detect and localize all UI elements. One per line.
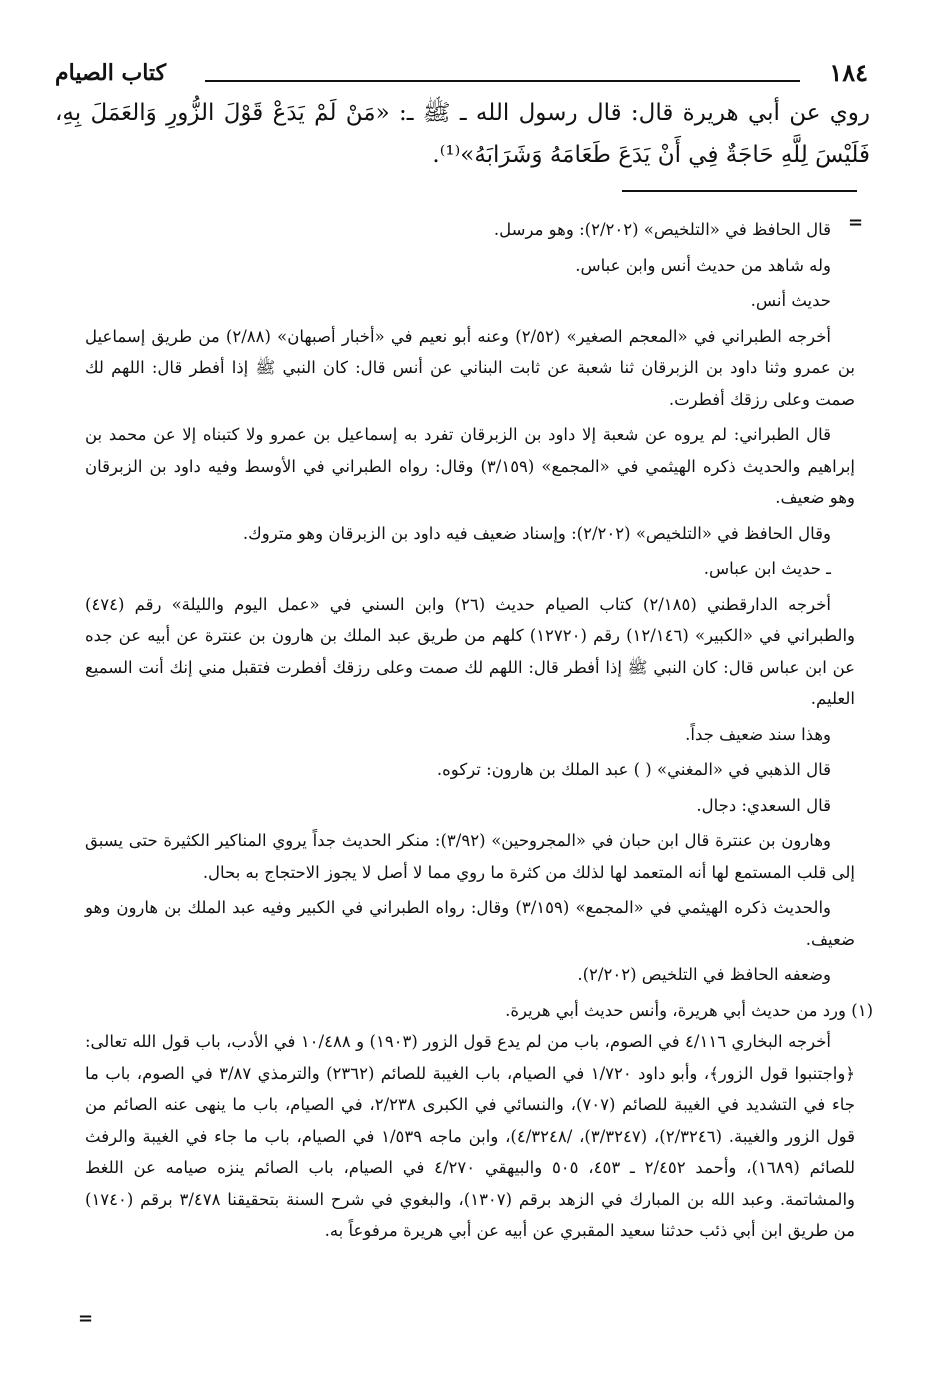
footnote-separator: [622, 190, 857, 192]
footnote-paragraph: أخرجه الدارقطني (٢/١٨٥) كتاب الصيام حديث (٢٦) وابن السني في «عمل اليوم والليلة» رقم (٤٧٤) والطبراني في «الكبير» (١٢/١٤٦) رقم (١٢٧٢٠) كلهم من طريق عبد الملك بن هارون بن عنترة عن أبيه عن جده عن ابن عباس قال: كان النبي ﷺ إذا أفطر قال: اللهم لك صمت وعلى رزقك أفطرت فتقبل مني إنك أنت السميع العليم.: [85, 594, 856, 708]
page-number: ١٨٤: [829, 58, 868, 87]
footnote-paragraph: قال الحافظ في «التلخيص» (٢/٢٠٢): وهو مرسل.: [493, 220, 831, 239]
footnote-paragraph: وقال الحافظ في «التلخيص» (٢/٢٠٢): وإسناد ضعيف فيه داود بن الزبرقان وهو متروك.: [242, 523, 831, 543]
main-hadith-text: روي عن أبي هريرة قال: قال رسول الله ـ ﷺ ـ: «مَنْ لَمْ يَدَعْ قَوْلَ الزُّورِ وَالعَمَلَ بِهِ، فَلَيْسَ لِلَّهِ حَاجَةٌ فِي أَنْ يَدَعَ طَعَامَهُ وَشَرَابَهُ»⁽¹⁾.: [55, 100, 870, 168]
footnotes: [85, 214, 873, 1251]
footnote-paragraph: حديث أنس.: [750, 291, 831, 310]
footnote-paragraph: وضعفه الحافظ في التلخيص (٢/٢٠٢).: [577, 965, 831, 984]
footnote-paragraph: وهذا سند ضعيف جداً.: [685, 724, 831, 744]
book-title: كتاب الصيام: [55, 60, 167, 86]
footnote-paragraph: وله شاهد من حديث أنس وابن عباس.: [575, 255, 831, 275]
end-continuation-mark: =: [78, 1308, 94, 1329]
header-rule: [205, 80, 800, 82]
footnote-paragraph: قال الطبراني: لم يروه عن شعبة إلا داود بن الزبرقان تفرد به إسماعيل بن عمرو ولا كتبناه إلا عن محمد بن إبراهيم والحديث ذكره الهيثمي في «المجمع» (٣/١٥٩) وقال: رواه الطبراني في الأوسط وفيه داود بن الزبرقان وهو ضعيف.: [85, 425, 855, 507]
footnote-paragraph: قال الذهبي في «المغني» ( ) عبد الملك بن هارون: تركوه.: [436, 760, 831, 779]
footnote-paragraph: والحديث ذكره الهيثمي في «المجمع» (٣/١٥٩) وقال: رواه الطبراني في الكبير وفيه عبد الملك بن هارون وهو ضعيف.: [85, 898, 855, 949]
footnote-paragraph: أخرجه البخاري ٤/١١٦ في الصوم، باب من لم يدع قول الزور (١٩٠٣) و ١٠/٤٨٨ في الأدب، باب قول الله تعالى: ﴿واجتنبوا قول الزور﴾، وأبو داود ١/٧٢٠ في الصيام، باب الغيبة للصائم (٢٣٦٢) والترمذي ٣/٨٧ في الصوم، باب ما جاء في التشديد في الغيبة للصائم (٧٠٧)، والنسائي في الكبرى ٢/٢٣٨، في الصيام، باب ما ينهى عنه الصائم من قول الزور والغيبة. (٢/٣٢٤٦)، (٣/٣٢٤٧)، /٤/٣٢٤٨)، وابن ماجه ١/٥٣٩ في الصيام، باب ما جاء في الغيبة والرفث للصائم (١٦٨٩)، وأحمد ٢/٤٥٢ ـ ٤٥٣، ٥٠٥ والبيهقي ٤/٢٧٠ في الصيام، باب الصائم ينزه صيامه عن اللغط والمشاتمة. وعبد الله بن المبارك في الزهد برقم (١٣٠٧)، والبغوي في شرح السنة بتحقيقنا ٣/٤٧٨ برقم (١٧٤٠) من طريق ابن أبي ذئب حدثنا سعيد المقبري عن أبيه عن أبي هريرة مرفوعاً به.: [85, 1032, 855, 1240]
footnote-paragraph: وهارون بن عنترة قال ابن حبان في «المجروحين» (٣/٩٢): منكر الحديث جداً يروي المناكير الكثيرة حتى يسبق إلى قلب المستمع لها أنه المتعمد لها لذلك من كثرة ما روي مما لا أصل لا يجوز الاحتجاج به بحال.: [85, 831, 855, 882]
continuation-mark: =: [848, 212, 864, 233]
footnote-paragraph: قال السعدي: دجال.: [696, 795, 831, 815]
footnote-paragraph: أخرجه الطبراني في «المعجم الصغير» (٢/٥٢) وعنه أبو نعيم في «أخبار أصبهان» (٢/٨٨) من طريق إسماعيل بن عمرو وثنا داود بن الزبرقان ثنا شعبة عن ثابت البناني عن أنس قال: كان النبي ﷺ إذا أفطر قال: اللهم لك صمت وعلى رزقك أفطرت.: [85, 326, 855, 409]
page-header: [55, 58, 870, 90]
footnote-paragraph: ـ حديث ابن عباس.: [703, 559, 831, 578]
footnote-1-heading: (١) ورد من حديث أبي هريرة، وأنس حديث أبي هريرة.: [505, 1000, 873, 1020]
